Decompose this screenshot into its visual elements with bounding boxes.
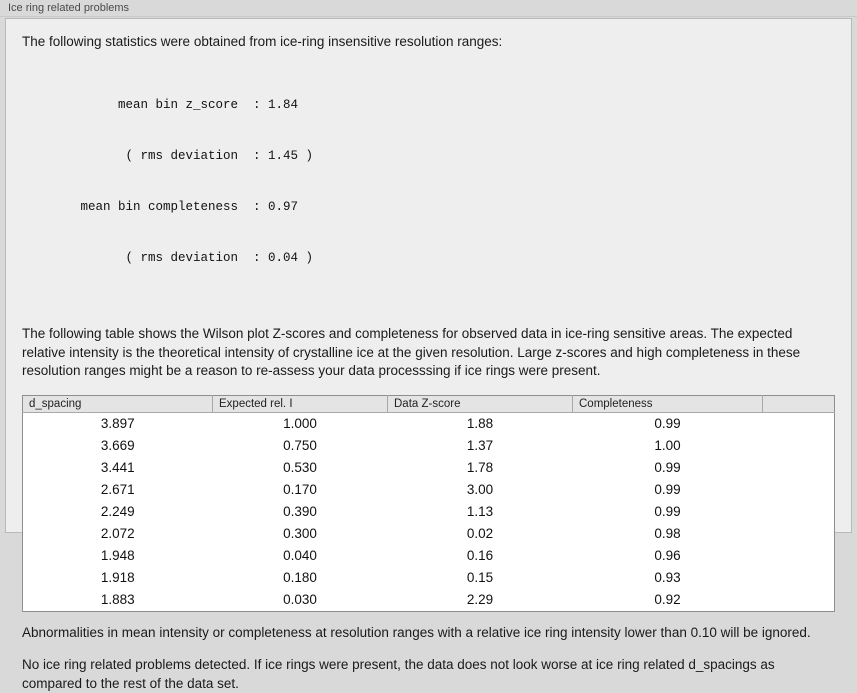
cell-d-spacing: 3.897: [100, 416, 135, 431]
stat-row: [48, 250, 835, 267]
window-title: Ice ring related problems: [8, 2, 130, 14]
stat-separator: :: [238, 200, 269, 214]
table-row: [23, 567, 835, 589]
cell-data-z-score: 0.02: [466, 526, 494, 541]
cell-expected-rel-i: 0.030: [283, 592, 317, 607]
report-panel: [5, 18, 852, 691]
cell-spacer: [763, 545, 835, 567]
cell-d-spacing: 1.948: [100, 548, 135, 563]
cell-data-z-score: 1.88: [466, 416, 494, 431]
cell-data-z-score: 1.13: [466, 504, 494, 519]
cell-expected-rel-i: 0.300: [283, 526, 317, 541]
stat-label: ( rms deviation: [125, 149, 238, 163]
cell-expected-rel-i: 0.180: [283, 570, 317, 585]
cell-data-z-score: 1.37: [466, 438, 494, 453]
table-row: [23, 412, 835, 435]
column-header-spacer[interactable]: [763, 395, 835, 412]
cell-expected-rel-i: 0.750: [283, 438, 317, 453]
stat-label: mean bin z_score: [117, 98, 238, 112]
statistics-block: [22, 63, 835, 301]
cell-d-spacing: 2.072: [100, 526, 135, 541]
stat-row: [48, 148, 835, 165]
cell-completeness: 1.00: [654, 438, 681, 453]
cell-d-spacing: 3.441: [100, 460, 135, 475]
cell-completeness: 0.99: [654, 460, 681, 475]
stat-label: mean bin completeness: [80, 200, 238, 214]
cell-expected-rel-i: 1.000: [283, 416, 317, 431]
column-header-data-z-score[interactable]: Data Z-score: [388, 395, 573, 412]
cell-completeness: 0.96: [654, 548, 681, 563]
cell-spacer: [763, 589, 835, 612]
stat-row: [48, 199, 835, 216]
cell-d-spacing: 3.669: [100, 438, 135, 453]
cell-data-z-score: 2.29: [466, 592, 494, 607]
cell-data-z-score: 0.16: [466, 548, 494, 563]
stat-label: ( rms deviation: [125, 251, 238, 265]
cell-d-spacing: 2.249: [100, 504, 135, 519]
table-row: [23, 523, 835, 545]
cell-expected-rel-i: 0.390: [283, 504, 317, 519]
table-row: [23, 501, 835, 523]
cell-spacer: [763, 479, 835, 501]
stat-value: 1.45 ): [268, 149, 314, 163]
stat-separator: :: [238, 149, 269, 163]
table-header-row: [23, 395, 835, 412]
stat-separator: :: [238, 98, 269, 112]
cell-data-z-score: 1.78: [466, 460, 494, 475]
stat-value: 0.97: [268, 200, 299, 214]
cell-d-spacing: 1.883: [100, 592, 135, 607]
cell-spacer: [763, 412, 835, 435]
cell-data-z-score: 0.15: [466, 570, 494, 585]
cell-expected-rel-i: 0.170: [283, 482, 317, 497]
table-row: [23, 589, 835, 612]
table-row: [23, 457, 835, 479]
stat-value: 1.84: [268, 98, 299, 112]
stat-separator: :: [238, 251, 269, 265]
cell-completeness: 0.98: [654, 526, 681, 541]
cell-completeness: 0.99: [654, 416, 681, 431]
cell-expected-rel-i: 0.530: [283, 460, 317, 475]
table-row: [23, 545, 835, 567]
cell-spacer: [763, 435, 835, 457]
window-titlebar: [0, 0, 857, 17]
cell-completeness: 0.99: [654, 482, 681, 497]
table-row: [23, 479, 835, 501]
cell-spacer: [763, 523, 835, 545]
cell-d-spacing: 2.671: [100, 482, 135, 497]
cell-completeness: 0.93: [654, 570, 681, 585]
column-header-completeness[interactable]: Completeness: [573, 395, 763, 412]
cell-completeness: 0.99: [654, 504, 681, 519]
cell-spacer: [763, 501, 835, 523]
cell-data-z-score: 3.00: [466, 482, 494, 497]
column-header-d-spacing[interactable]: d_spacing: [23, 395, 213, 412]
stat-row: [48, 97, 835, 114]
ice-ring-table: [22, 395, 835, 612]
footnote-conclusion: No ice ring related problems detected. If ice rings were present, the data does not look worse at ice ring related d_spacings as compared to the rest of the data set.: [22, 657, 775, 691]
column-header-expected-rel-i[interactable]: Expected rel. I: [213, 395, 388, 412]
cell-expected-rel-i: 0.040: [283, 548, 317, 563]
table-row: [23, 435, 835, 457]
cell-spacer: [763, 457, 835, 479]
description-text: The following table shows the Wilson plot Z-scores and completeness for observed data in ice-ring sensitive areas. The expected relative intensity is the theoretical intensity of crystalline ice at the given resolution. Large z-scores and high completeness in these resolution ranges might be a reason to re-assess your data processsing if ice rings were present.: [22, 326, 801, 378]
stat-value: 0.04 ): [268, 251, 314, 265]
footnote-abnormalities: Abnormalities in mean intensity or completeness at resolution ranges with a relative ice ring intensity lower than 0.10 will be ignored.: [22, 624, 811, 640]
cell-completeness: 0.92: [654, 592, 681, 607]
cell-d-spacing: 1.918: [100, 570, 135, 585]
cell-spacer: [763, 567, 835, 589]
intro-text: The following statistics were obtained from ice-ring insensitive resolution ranges:: [22, 34, 503, 49]
